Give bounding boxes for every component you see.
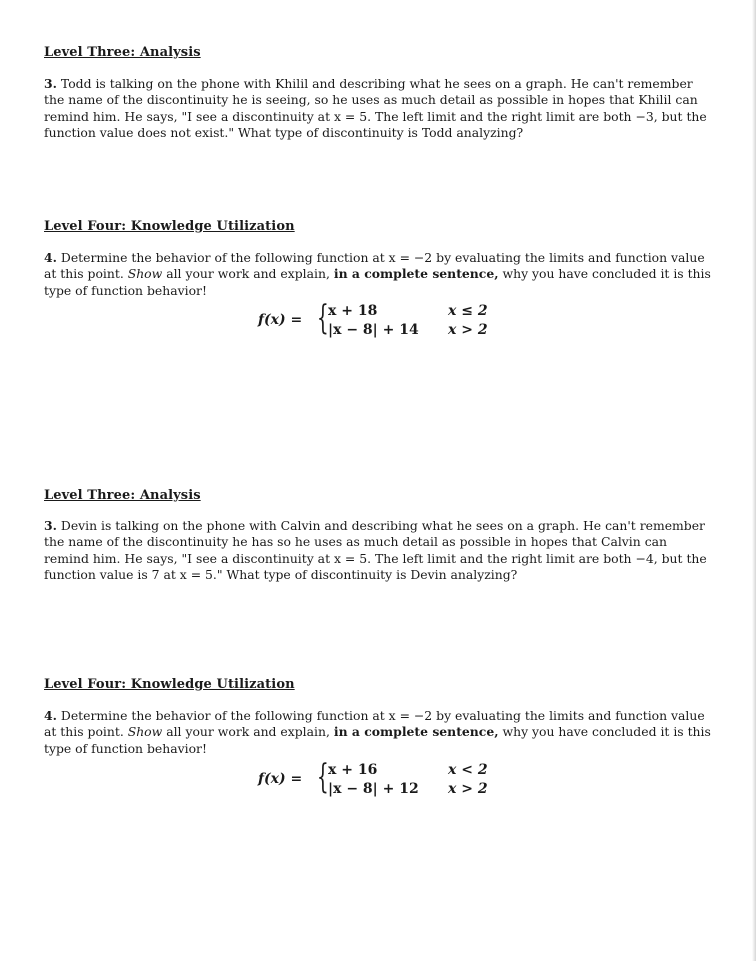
question-text — [44, 708, 712, 757]
question-bold: in a complete sentence, — [333, 724, 499, 740]
question-body-before: Determine the behavior of the following function at x = −2 by evaluating the limits and function value at this point. — [44, 250, 705, 282]
question-number: 3. — [44, 518, 57, 533]
question-text — [44, 76, 712, 142]
section-level-four-2 — [44, 677, 712, 757]
question-bold: in a complete sentence, — [333, 266, 499, 282]
section-level-four-1 — [44, 219, 712, 299]
question-body: Todd is talking on the phone with Khilil and describing what he sees on a graph. He can't remember the name of the discontinuity he is seeing, so he uses as much detail as possible in hopes that Khilil can remind him. He says, "I see a discontinuity at x = 5. The left limit and the right limit are both −3, but the function value does not exist." What type of discontinuity is Todd analyzing? — [44, 76, 707, 141]
function-lhs: f(x) = — [258, 771, 303, 787]
question-body-after: why you have concluded it is this type of function behavior! — [44, 266, 711, 298]
piecewise-brace: { — [316, 298, 329, 338]
question-body-mid: all your work and explain, — [162, 266, 334, 282]
question-body-mid: all your work and explain, — [162, 724, 334, 740]
section-level-three-devin — [44, 488, 712, 584]
section-heading: Level Four: Knowledge Utilization — [44, 677, 295, 692]
question-text — [44, 518, 712, 584]
question-text — [44, 250, 712, 299]
section-heading: Level Four: Knowledge Utilization — [44, 219, 295, 234]
question-body-after: why you have concluded it is this type of function behavior! — [44, 724, 711, 756]
question-number: 4. — [44, 250, 57, 265]
section-heading: Level Three: Analysis — [44, 488, 201, 503]
question-body-before: Determine the behavior of the following function at x = −2 by evaluating the limits and function value at this point. — [44, 708, 705, 740]
section-level-three-todd — [44, 45, 712, 142]
function-lhs: f(x) = — [258, 312, 303, 328]
question-emphasis: Show — [127, 724, 163, 740]
piecewise-brace: { — [316, 757, 329, 797]
condition-1: x < 2 — [448, 762, 488, 778]
piece-1: x + 18 — [328, 303, 378, 319]
section-heading: Level Three: Analysis — [44, 45, 201, 60]
condition-1: x ≤ 2 — [448, 303, 488, 319]
question-body: Devin is talking on the phone with Calvin and describing what he sees on a graph. He can't remember the name of the discontinuity he has so he uses as much detail as possible in hopes that Calvin can remind him. He says, "I see a discontinuity at x = 5. The left limit and the right limit are both −4, but the function value is 7 at x = 5." What type of discontinuity is Devin analyzing? — [44, 518, 707, 583]
question-number: 4. — [44, 708, 57, 723]
condition-2: x > 2 — [448, 781, 488, 797]
piece-1: x + 16 — [328, 762, 378, 778]
piece-2: |x − 8| + 14 — [328, 322, 419, 338]
piece-2: |x − 8| + 12 — [328, 781, 419, 797]
condition-2: x > 2 — [448, 322, 488, 338]
question-emphasis: Show — [127, 266, 163, 282]
page-edge-shadow — [752, 0, 756, 961]
question-number: 3. — [44, 76, 57, 91]
